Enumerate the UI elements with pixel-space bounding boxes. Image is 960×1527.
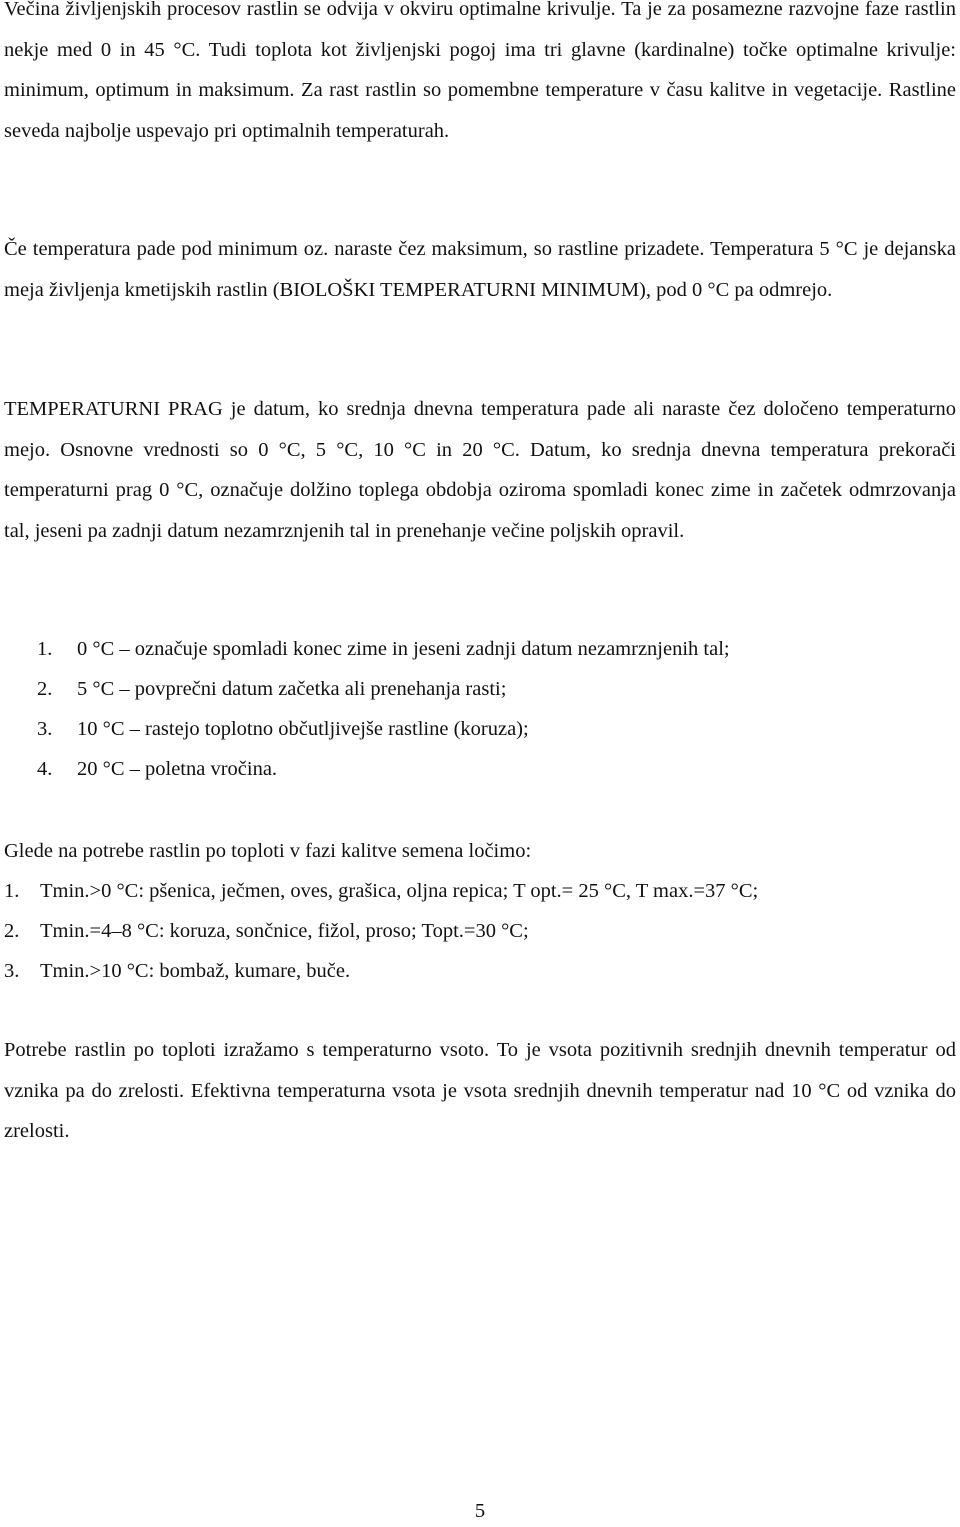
paragraph-temperature-sum: Potrebe rastlin po toploti izražamo s temperaturno vsoto. To je vsota pozitivnih srednjih dnevnih temperatur od vznika pa do zrelosti. Efektivna temperaturna vsota je vsota srednjih dnevnih temperatur nad 10 °C od vznika do zrelosti. xyxy=(4,1039,956,1143)
list-number: 1. xyxy=(37,638,53,660)
list-text: 5 °C – povprečni datum začetka ali prenehanja rasti; xyxy=(77,678,507,700)
list-item xyxy=(4,669,956,709)
threshold-list xyxy=(4,629,956,789)
list-item xyxy=(4,911,956,951)
list-text: 10 °C – rastejo toplotno občutljivejše rastline (koruza); xyxy=(77,718,529,740)
list-item xyxy=(4,629,956,669)
list-item xyxy=(4,871,956,911)
list-text: Tmin.>10 °C: bombaž, kumare, buče. xyxy=(40,960,351,982)
list-number: 2. xyxy=(37,678,53,700)
list-text: Tmin.=4–8 °C: koruza, sončnice, fižol, proso; Topt.=30 °C; xyxy=(40,920,529,942)
list-item xyxy=(4,709,956,749)
list-number: 2. xyxy=(4,920,20,942)
list-text: 20 °C – poletna vročina. xyxy=(77,758,278,780)
list-number: 4. xyxy=(37,758,53,780)
germination-list xyxy=(4,871,956,991)
list-number: 3. xyxy=(4,960,20,982)
list-number: 3. xyxy=(37,718,53,740)
paragraph-temperature-limits: Če temperatura pade pod minimum oz. naraste čez maksimum, so rastline prizadete. Temperatura 5 °C je dejanska meja življenja kmetijskih rastlin (BIOLOŠKI TEMPERATURNI MINIMUM), pod 0 °C pa odmrejo. xyxy=(4,238,956,301)
list-text: 0 °C – označuje spomladi konec zime in jeseni zadnji datum nezamrznjenih tal; xyxy=(77,638,730,660)
paragraph-germination-intro: Glede na potrebe rastlin po toploti v fazi kalitve semena ločimo: xyxy=(4,840,532,862)
list-item xyxy=(4,951,956,991)
list-text: Tmin.>0 °C: pšenica, ječmen, oves, grašica, oljna repica; T opt.= 25 °C, T max.=37 °C; xyxy=(40,880,759,902)
page-number: 5 xyxy=(474,1500,486,1522)
paragraph-optimal-curve: Večina življenjskih procesov rastlin se odvija v okviru optimalne krivulje. Ta je za posamezne razvojne faze rastlin nekje med 0 in 45 °C. Tudi toplota kot življenjski pogoj ima tri glavne (kardinalne) točke optimalne krivulje: minimum, optimum in maksimum. Za rast rastlin so pomembne temperature v času kalitve in vegetacije. Rastline seveda najbolje uspevajo pri optimalnih temperaturah. xyxy=(4,0,956,142)
list-item xyxy=(4,749,956,789)
list-number: 1. xyxy=(4,880,20,902)
paragraph-temperature-threshold: TEMPERATURNI PRAG je datum, ko srednja dnevna temperatura pade ali naraste čez določeno temperaturno mejo. Osnovne vrednosti so 0 °C, 5 °C, 10 °C in 20 °C. Datum, ko srednja dnevna temperatura prekorači temperaturni prag 0 °C, označuje dolžino toplega obdobja oziroma spomladi konec zime in začetek odmrzovanja tal, jeseni pa zadnji datum nezamrznjenih tal in prenehanje večine poljskih opravil. xyxy=(4,398,956,542)
